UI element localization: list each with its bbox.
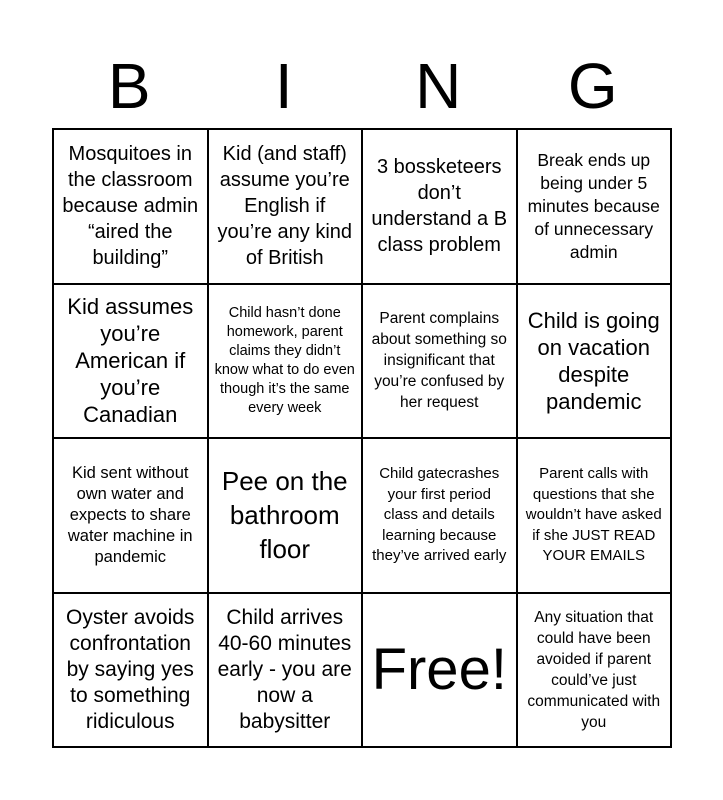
bingo-cell[interactable]: Child arrives 40-60 minutes early - you are now a babysitter (208, 593, 363, 748)
bingo-cell[interactable]: Any situation that could have been avoided if parent could’ve just communicated with you (517, 593, 672, 748)
bingo-cell[interactable]: Kid (and staff) assume you’re English if you’re any kind of British (208, 129, 363, 284)
bingo-cell[interactable]: Break ends up being under 5 minutes because of unnecessary admin (517, 129, 672, 284)
header-letter-i: I (274, 50, 293, 122)
bingo-cell[interactable]: 3 bossketeers don’t understand a B class problem (362, 129, 517, 284)
bingo-header (52, 50, 670, 122)
board-row (53, 284, 671, 439)
bingo-cell[interactable]: Parent calls with questions that she wouldn’t have asked if she JUST READ YOUR EMAILS (517, 438, 672, 593)
bingo-cell[interactable]: Child hasn’t done homework, parent claims they didn’t know what to do even though it’s the same every week (208, 284, 363, 439)
bingo-cell[interactable]: Kid assumes you’re American if you’re Canadian (53, 284, 208, 439)
board-row (53, 593, 671, 748)
bingo-cell[interactable]: Kid sent without own water and expects to share water machine in pandemic (53, 438, 208, 593)
bingo-cell[interactable]: Child is going on vacation despite pandemic (517, 284, 672, 439)
bingo-cell[interactable]: Parent complains about something so insignificant that you’re confused by her request (362, 284, 517, 439)
bingo-cell[interactable]: Oyster avoids confrontation by saying yes to something ridiculous (53, 593, 208, 748)
bingo-cell[interactable]: Child gatecrashes your first period class and details learning because they’ve arrived early (362, 438, 517, 593)
bingo-cell[interactable]: Pee on the bathroom floor (208, 438, 363, 593)
header-letter-b: B (107, 50, 151, 122)
free-space-cell[interactable]: Free! (362, 593, 517, 748)
board-row (53, 129, 671, 284)
header-letter-g: G (567, 50, 618, 122)
header-letter-n: N (415, 50, 462, 122)
bingo-cell[interactable]: Mosquitoes in the classroom because admin “aired the building” (53, 129, 208, 284)
board-row (53, 438, 671, 593)
bingo-board (52, 128, 672, 748)
